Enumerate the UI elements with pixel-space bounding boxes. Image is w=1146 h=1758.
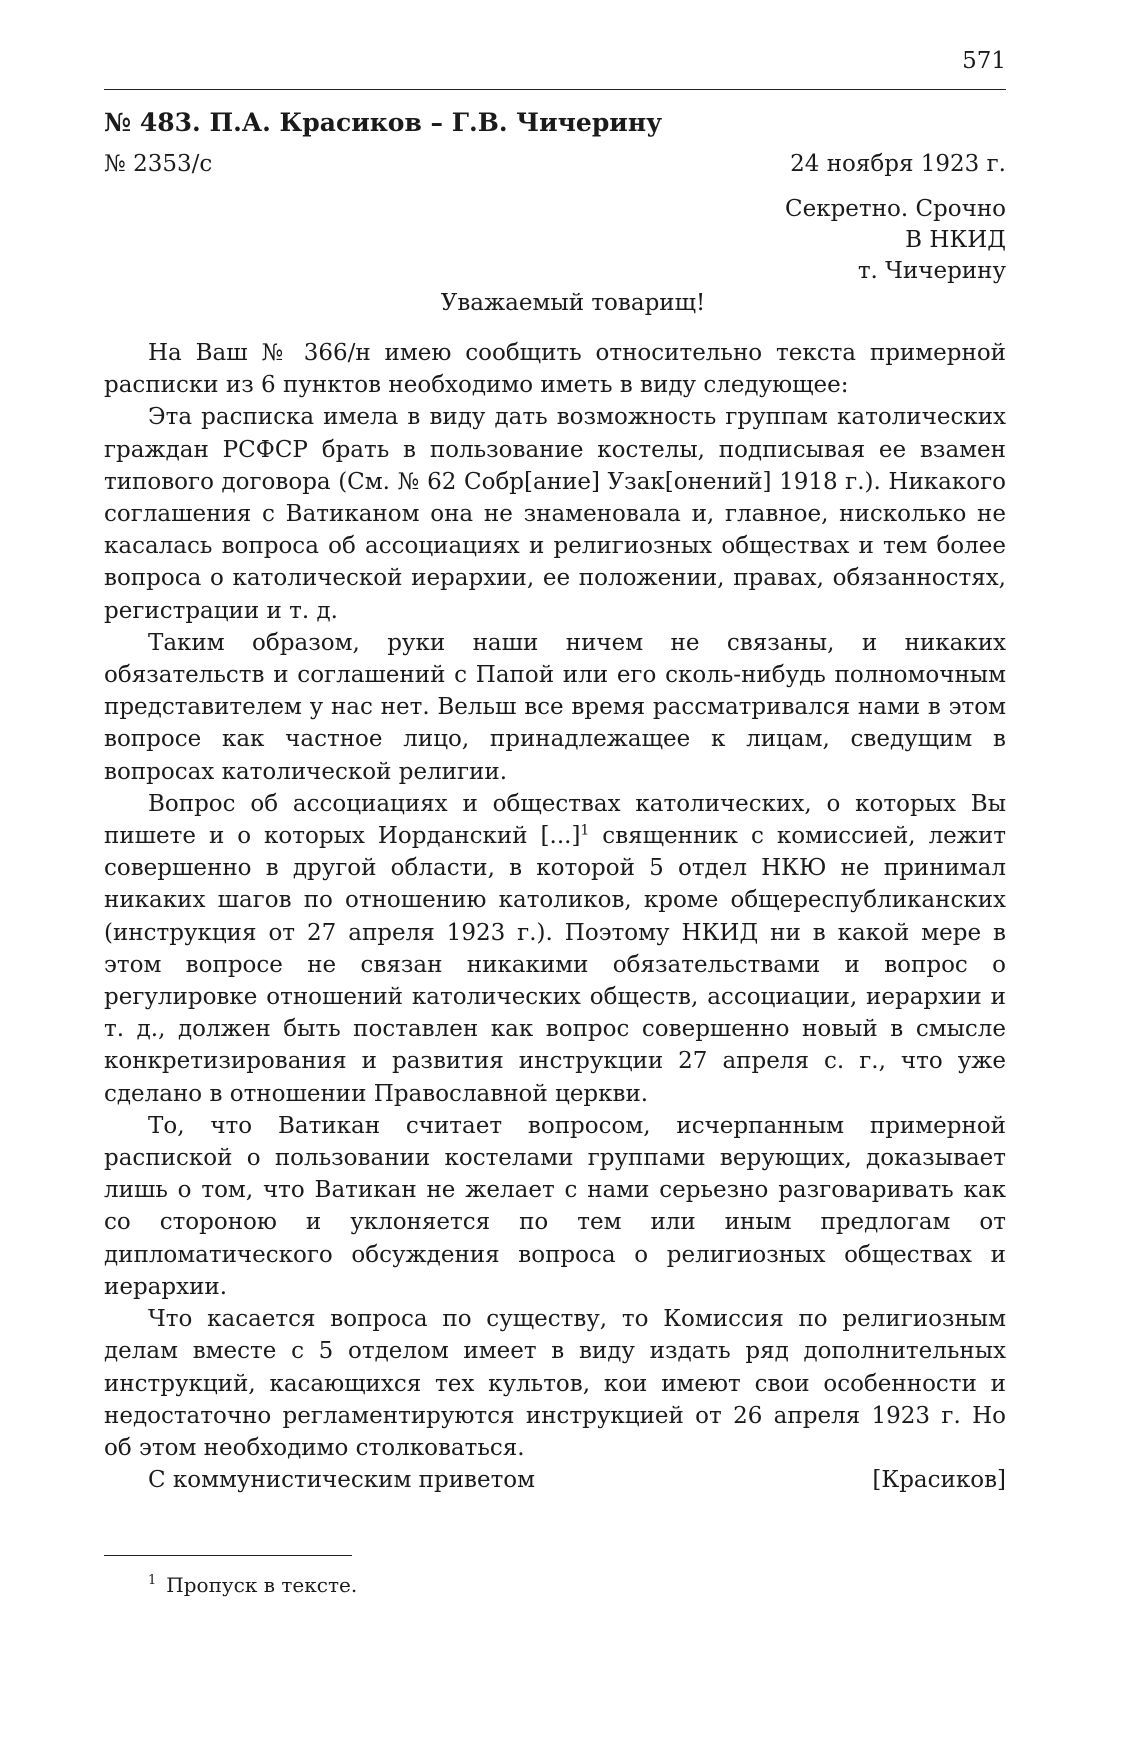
paragraph: Таким образом, руки наши ничем не связаны, и никаких обязательств и соглашений с Папой или его сколь-нибудь полномочным представителем у нас нет. Вельш все время рассматривался нами в этом вопросе как частное лицо, принадлежащее к лицам, сведущим в вопросах католической религии. [104,629,1006,785]
letter-body [104,337,1006,1464]
paragraph-text: священник с комиссией, лежит совершенно в другой области, в которой 5 отдел НКЮ не принимал никаких шагов по отношению католиков, кроме общереспубликанских (инструкция от 27 апреля 1923 г.). Поэтому НКИД ни в какой мере в этом вопросе не связан никакими обязательствами и вопрос о регулировке отношений католических обществ, ассоциации, иерархии и т. д., должен быть поставлен как вопрос совершенно новый в смысле конкретизирования и развития инструкции 27 апреля с. г., что уже сделано в отношении Православной церкви. [104,823,1007,1107]
classification-block [785,194,1006,287]
document-title: № 483. П.А. Красиков – Г.В. Чичерину [104,108,663,137]
salutation: Уважаемый товарищ! [440,290,706,316]
page-number: 571 [962,48,1006,74]
document-date: 24 ноября 1923 г. [790,151,1006,177]
classification-label: Секретно. Срочно [785,196,1006,222]
recipient-organization: В НКИД [905,227,1006,253]
footnote-text: Пропуск в тексте. [166,1573,358,1597]
footnote [148,1573,357,1597]
closing-phrase: С коммунистическим приветом [148,1467,536,1493]
paragraph: Что касается вопроса по существу, то Комиссия по религиозным делам вместе с 5 отделом имеет в виду издать ряд дополнительных инструкций, касающихся тех культов, кои имеют свои особенности и недостаточно регламентируются инструкцией от 26 апреля 1923 г. Но об этом необходимо столковаться. [104,1306,1006,1461]
header-rule [104,89,1006,90]
paragraph [104,788,1006,1110]
paragraph: Эта расписка имела в виду дать возможность группам католических граждан РСФСР брать в пользование костелы, подписывая ее взамен типового договора (См. № 62 Собр[ание] Узак[онений] 1918 г.). Никакого соглашения с Ватиканом она не знаменовала и, главное, нисколько не касалась вопроса об ассоциациях и религиозных обществах и тем более вопроса о католической иерархии, ее положении, правах, обязанностях, регистрации и т. д. [104,404,1006,624]
signature: [Красиков] [872,1467,1006,1493]
footnote-reference: 1 [580,822,590,839]
footnote-marker: 1 [148,1573,157,1589]
footnote-rule [104,1555,352,1556]
paragraph: На Ваш № 366/н имею сообщить относительно текста примерной расписки из 6 пунктов необходимо иметь в виду следующее: [104,340,1006,399]
paragraph: То, что Ватикан считает вопросом, исчерпанным примерной распиской о пользовании костелами группами верующих, доказывает лишь о том, что Ватикан не желает с нами серьезно разговаривать как со стороною и уклоняется по тем или иным предлогам от дипломатического обсуждения вопроса о религиозных обществах и иерархии. [104,1112,1006,1300]
document-number: № 2353/с [104,151,213,177]
paragraph-text: Вопрос об ассоциациях и обществах католических, о которых Вы пишете и о которых Иорданский [...] [104,790,1006,850]
recipient-name: т. Чичерину [857,258,1006,284]
